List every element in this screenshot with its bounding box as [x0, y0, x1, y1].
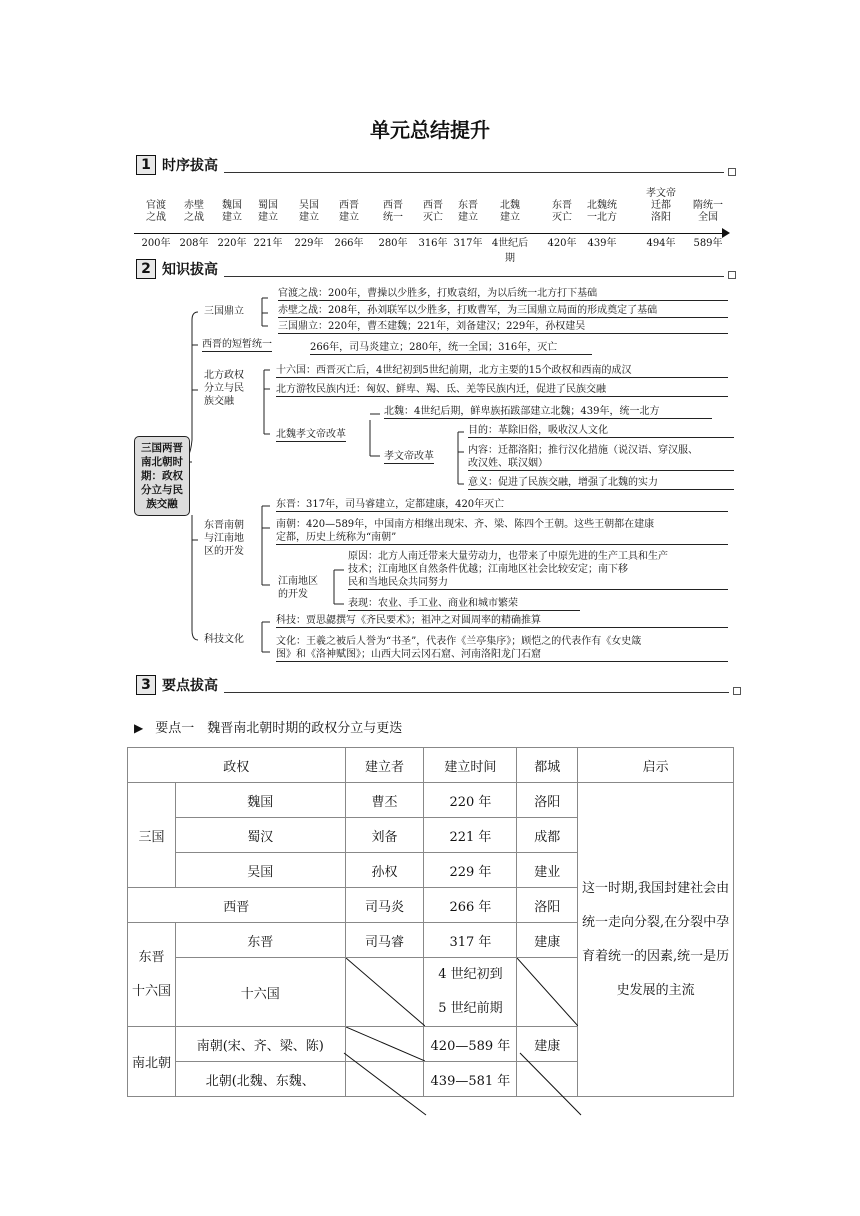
- cell-time: 229 年: [424, 853, 517, 888]
- cell-regime: 魏国: [175, 783, 345, 818]
- branch-science-culture: 科技文化: [204, 634, 244, 645]
- timeline-year: 589年: [693, 238, 723, 249]
- timeline-year: 317年: [453, 238, 483, 249]
- cell-capital: 洛阳: [517, 783, 578, 818]
- cell-time: 220 年: [424, 783, 517, 818]
- cell-time: 420—589 年: [424, 1027, 517, 1062]
- header-time: 建立时间: [424, 748, 517, 783]
- leaf-northern-wei: 北魏：4世纪后期，鲜卑族拓跋部建立北魏；439年，统一北方: [384, 405, 712, 419]
- timeline-event: 西晋 灭亡: [423, 200, 443, 223]
- timeline-event: 东晋 灭亡: [552, 200, 572, 223]
- cell-time: 4 世纪初到 5 世纪前期: [424, 958, 517, 1027]
- cell-capital: 建康: [517, 1027, 578, 1062]
- cell-time: 266 年: [424, 888, 517, 923]
- section-number: 1: [136, 155, 156, 175]
- timeline-event: 魏国 建立: [222, 200, 242, 223]
- page-title: 单元总结提升: [370, 118, 490, 142]
- cell-regime: 十六国: [175, 958, 345, 1027]
- timeline-year: 420年: [547, 238, 577, 249]
- leaf-eastern-jin: 东晋：317年，司马睿建立，定都建康，420年灭亡: [276, 498, 728, 512]
- timeline-year: 4世纪后期: [491, 238, 529, 264]
- timeline-year: 229年: [294, 238, 324, 249]
- timeline-year: 221年: [253, 238, 283, 249]
- cell-regime: 蜀汉: [175, 818, 345, 853]
- leaf-purpose: 目的：革除旧俗，吸收汉人文化: [468, 424, 734, 438]
- timeline-event: 西晋 统一: [383, 200, 403, 223]
- timeline-event: 官渡 之战: [146, 200, 166, 223]
- cell-capital: 成都: [517, 818, 578, 853]
- group-eastern-jin: 东晋 十六国: [128, 923, 176, 1027]
- leaf-culture: 文化：王羲之被后人誉为“书圣”，代表作《兰亭集序》；顾恺之的代表作有《女史箴 图》和《洛神赋图》；山西大同云冈石窟、河南洛阳龙门石窟: [276, 635, 728, 662]
- cell-time: 439—581 年: [424, 1062, 517, 1097]
- branch-eastern-jin-south: 东晋南朝 与江南地 区的开发: [204, 520, 244, 557]
- timeline-year: 494年: [646, 238, 676, 249]
- cell-founder: 司马炎: [345, 888, 424, 923]
- section-name: 时序拔高: [162, 157, 218, 174]
- section-number: 2: [136, 259, 156, 279]
- leaf-sixteen-kingdoms: 十六国：西晋灭亡后，4世纪初到5世纪前期，北方主要的15个政权和西南的成汉: [276, 364, 728, 378]
- timeline-event: 东晋 建立: [458, 200, 478, 223]
- cell-founder: 刘备: [345, 818, 424, 853]
- section-name: 要点拔高: [162, 677, 218, 694]
- cell-founder: 孙权: [345, 853, 424, 888]
- leaf-western-jin: 266年，司马炎建立；280年，统一全国；316年，灭亡: [310, 341, 592, 355]
- branch-jiangnan: 江南地区 的开发: [278, 576, 318, 600]
- timeline-year: 316年: [418, 238, 448, 249]
- branch-three-kingdoms: 三国鼎立: [204, 306, 244, 317]
- lesson-note: 这一时期,我国封建社会由统一走向分裂,在分裂中孕育着统一的因素,统一是历史发展的主流: [578, 783, 734, 1097]
- cell-regime: 吴国: [175, 853, 345, 888]
- cell-capital: 建业: [517, 853, 578, 888]
- leaf-significance: 意义：促进了民族交融，增强了北魏的实力: [468, 476, 734, 490]
- cell-capital: 建康: [517, 923, 578, 958]
- timeline-event: 西晋 建立: [339, 200, 359, 223]
- leaf-guandu: 官渡之战：200年，曹操以少胜多，打败袁绍，为以后统一北方打下基础: [278, 287, 728, 301]
- keypoint-label: 要点一 魏晋南北朝时期的政权分立与更迭: [155, 721, 403, 736]
- timeline-year: 439年: [587, 238, 617, 249]
- section-number: 3: [136, 675, 156, 695]
- timeline-event: 蜀国 建立: [258, 200, 278, 223]
- section-name: 知识拔高: [162, 261, 218, 278]
- mindmap-root: 三国两晋 南北朝时 期：政权 分立与民 族交融: [134, 436, 190, 516]
- timeline-event: 北魏统 一北方: [587, 200, 617, 223]
- cell-capital: 洛阳: [517, 888, 578, 923]
- play-arrow-icon: ▶: [134, 721, 144, 735]
- header-capital: 都城: [517, 748, 578, 783]
- timeline-year: 220年: [217, 238, 247, 249]
- leaf-content: 内容：迁都洛阳；推行汉化措施（说汉语、穿汉服、 改汉姓、联汉姻）: [468, 444, 734, 471]
- timeline-year: 266年: [334, 238, 364, 249]
- header-founder: 建立者: [345, 748, 424, 783]
- timeline-event: 北魏 建立: [500, 200, 520, 223]
- branch-xiaowen-reform: 孝文帝改革: [384, 451, 434, 462]
- cell-regime: 东晋: [175, 923, 345, 958]
- cell-time: 221 年: [424, 818, 517, 853]
- timeline-event: 赤壁 之战: [184, 200, 204, 223]
- header-lesson: 启示: [578, 748, 734, 783]
- leaf-migration: 北方游牧民族内迁：匈奴、鲜卑、羯、氐、羌等民族内迁，促进了民族交融: [276, 383, 728, 397]
- cell-regime: 西晋: [128, 888, 346, 923]
- cell-regime: 南朝(宋、齐、梁、陈): [175, 1027, 345, 1062]
- leaf-southern-dynasties: 南朝：420—589年，中国南方相继出现宋、齐、梁、陈四个王朝。这些王朝都在建康 定都，历史上统称为“南朝”: [276, 518, 728, 545]
- timeline-event: 隋统一 全国: [693, 200, 723, 223]
- timeline-event: 孝文帝 迁都 洛阳: [646, 188, 676, 223]
- timeline-event: 吴国 建立: [299, 200, 319, 223]
- timeline-year: 280年: [378, 238, 408, 249]
- group-north-south: 南北朝: [128, 1027, 176, 1097]
- leaf-three-kingdoms: 三国鼎立：220年，曹丕建魏；221年，刘备建汉；229年，孙权建吴: [278, 320, 728, 334]
- leaf-causes: 原因：北方人南迁带来大量劳动力，也带来了中原先进的生产工具和生产 技术；江南地区自然条件优越；江南地区社会比较安定；南下移 民和当地民众共同努力: [348, 550, 728, 590]
- timeline-year: 200年: [141, 238, 171, 249]
- leaf-science: 科技：贾思勰撰写《齐民要术》；祖冲之对圆周率的精确推算: [276, 614, 728, 628]
- timeline-year: 208年: [179, 238, 209, 249]
- leaf-chibi: 赤壁之战：208年，孙刘联军以少胜多，打败曹军，为三国鼎立局面的形成奠定了基础: [278, 304, 728, 318]
- cell-founder: 曹丕: [345, 783, 424, 818]
- cell-time: 317 年: [424, 923, 517, 958]
- leaf-manifestation: 表现：农业、手工业、商业和城市繁荣: [348, 597, 580, 611]
- branch-northern-regimes: 北方政权 分立与民 族交融: [204, 370, 244, 407]
- group-three-kingdoms: 三国: [128, 783, 176, 888]
- cell-founder: 司马睿: [345, 923, 424, 958]
- header-regime: 政权: [128, 748, 346, 783]
- cell-regime: 北朝(北魏、东魏、: [175, 1062, 345, 1097]
- branch-reform: 北魏孝文帝改革: [276, 429, 346, 440]
- branch-western-jin: 西晋的短暂统一: [202, 339, 272, 350]
